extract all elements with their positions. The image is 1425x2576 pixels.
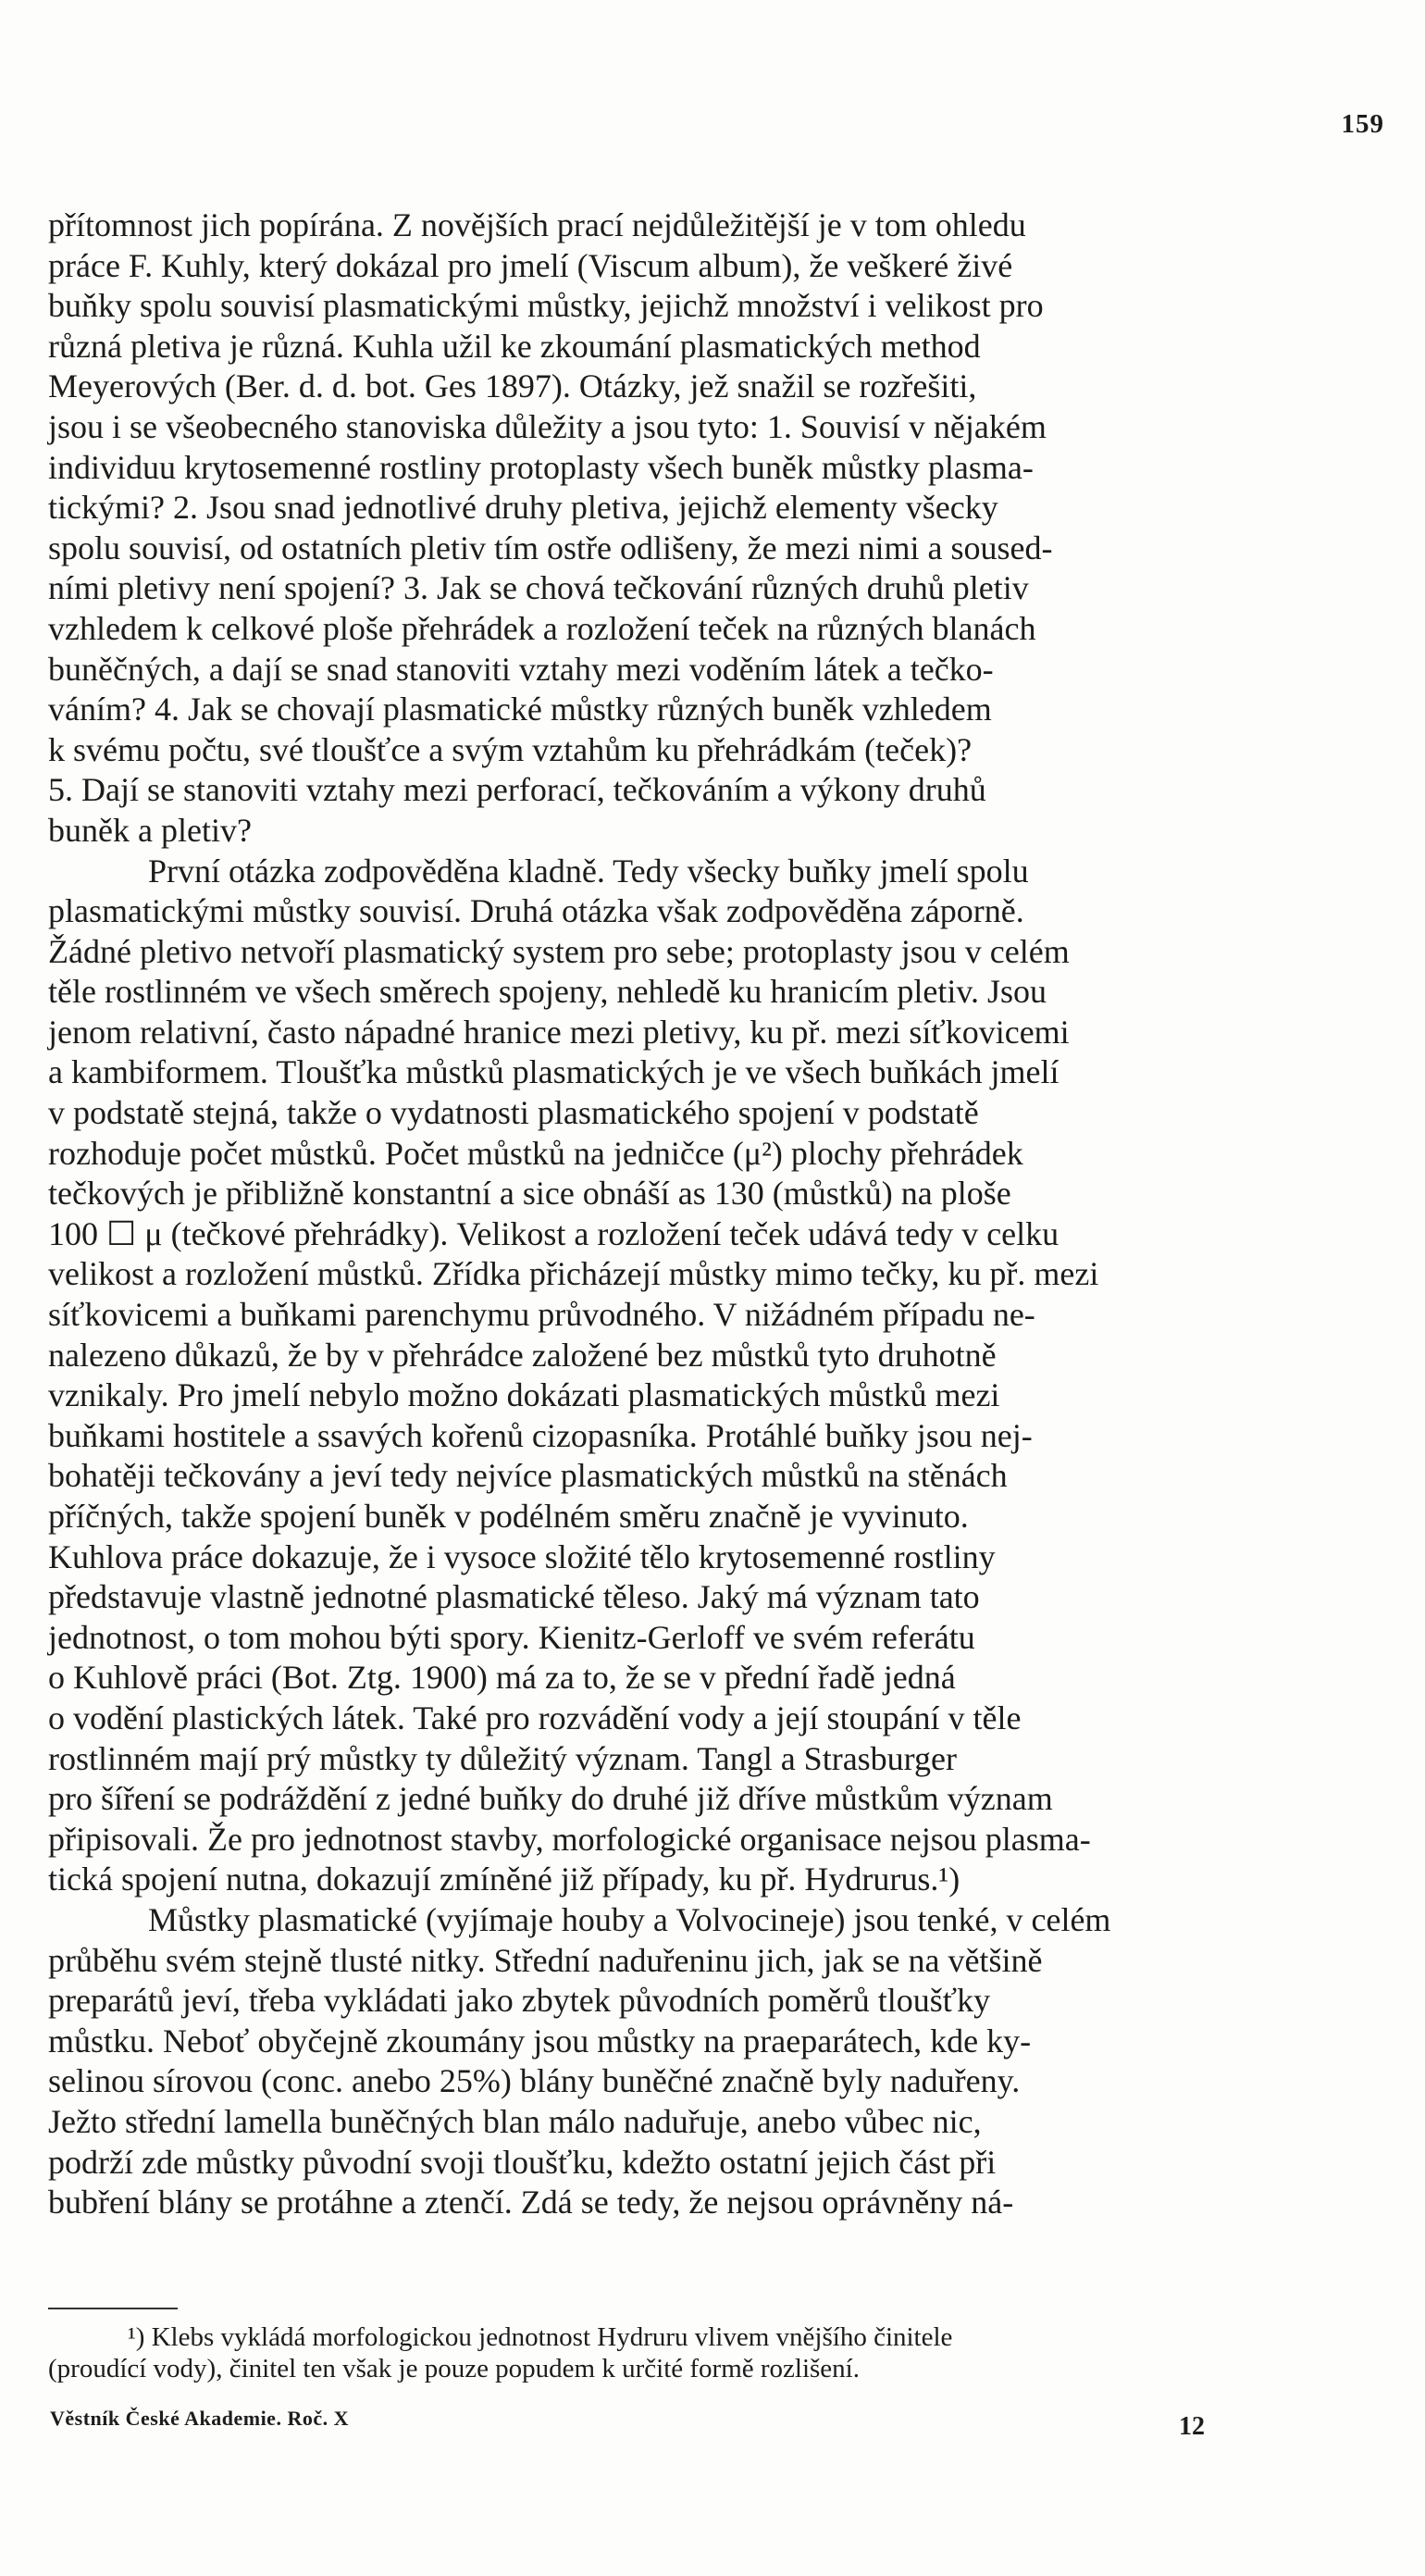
text-line: vznikaly. Pro jmelí nebylo možno dokázati plasmatických můstků mezi bbox=[48, 1376, 1000, 1414]
text-line: buněk a pletiv? bbox=[48, 811, 252, 849]
footnote bbox=[48, 2321, 1381, 2384]
page-number: 159 bbox=[1341, 109, 1384, 139]
text-line: představuje vlastně jednotné plasmatické těleso. Jaký má význam tato bbox=[48, 1578, 980, 1616]
text-line: preparátů jeví, třeba vykládati jako zbytek původních poměrů tloušťky bbox=[48, 1982, 991, 2020]
text-line: v podstatě stejná, takže o vydatnosti plasmatického spojení v podstatě bbox=[48, 1094, 979, 1132]
text-line: jednotnost, o tom mohou býti spory. Kienitz-Gerloff ve svém referátu bbox=[48, 1618, 975, 1656]
text-line: spolu souvisí, od ostatních pletiv tím ostře odlišeny, že mezi nimi a soused- bbox=[48, 529, 1053, 566]
text-line: o vodění plastických látek. Také pro rozvádění vody a její stoupání v těle bbox=[48, 1699, 1022, 1736]
text-line: bohatěji tečkovány a jeví tedy nejvíce plasmatických můstků na stěnách bbox=[48, 1457, 1008, 1495]
text-line: průběhu svém stejně tlusté nitky. Střední naduřeninu jich, jak se na většině bbox=[48, 1941, 1043, 1979]
text-line: rozhoduje počet můstků. Počet můstků na jedničce (μ²) plochy přehrádek bbox=[48, 1134, 1023, 1172]
text-line: 5. Dají se stanoviti vztahy mezi perforací, tečkováním a výkony druhů bbox=[48, 771, 986, 809]
text-line: buňky spolu souvisí plasmatickými můstky, jejichž množství i velikost pro bbox=[48, 287, 1044, 325]
text-line: jenom relativní, často nápadné hranice mezi pletivy, ku př. mezi síťkovicemi bbox=[48, 1013, 1070, 1051]
signature-number: 12 bbox=[1179, 2412, 1205, 2441]
text-line: a kambiformem. Tloušťka můstků plasmatických je ve všech buňkách jmelí bbox=[48, 1053, 1059, 1091]
text-line: Žádné pletivo netvoří plasmatický system pro sebe; protoplasty jsou v celém bbox=[48, 932, 1070, 970]
text-line: rostlinném mají prý můstky ty důležitý význam. Tangl a Strasburger bbox=[48, 1739, 957, 1777]
text-line: Kuhlova práce dokazuje, že i vysoce složité tělo krytosemenné rostliny bbox=[48, 1537, 996, 1575]
text-line: tečkových je přibližně konstantní a sice obnáší as 130 (můstků) na ploše bbox=[48, 1175, 1011, 1213]
text-line: nalezeno důkazů, že by v přehrádce založené bez můstků tyto druhotně bbox=[48, 1336, 997, 1374]
paragraph-start-line: Můstky plasmatické (vyjímaje houby a Volvocineje) jsou tenké, v celém bbox=[148, 1900, 1111, 1938]
text-line: těle rostlinném ve všech směrech spojeny, nehledě ku hranicím pletiv. Jsou bbox=[48, 973, 1047, 1011]
text-line: pro šíření se podráždění z jedné buňky do druhé již dříve můstkům význam bbox=[48, 1780, 1053, 1818]
text-line: různá pletiva je různá. Kuhla užil ke zkoumání plasmatických method bbox=[48, 327, 981, 365]
text-line: velikost a rozložení můstků. Zřídka přicházejí můstky mimo tečky, ku př. mezi bbox=[48, 1255, 1099, 1293]
text-line: jsou i se všeobecného stanoviska důležity a jsou tyto: 1. Souvisí v nějakém bbox=[48, 407, 1047, 445]
text-line: individuu krytosemenné rostliny protoplasty všech buněk můstky plasma- bbox=[48, 448, 1034, 486]
text-line: buněčných, a dají se snad stanoviti vztahy mezi voděním látek a tečko- bbox=[48, 650, 994, 688]
text-line: k svému počtu, své tloušťce a svým vztahům ku přehrádkám (teček)? bbox=[48, 730, 973, 768]
text-line: podrží zde můstky původní svoji tloušťku, kdežto ostatní jejich část při bbox=[48, 2143, 997, 2181]
text-line: vzhledem k celkové ploše přehrádek a rozložení teček na různých blanách bbox=[48, 609, 1036, 647]
body-text bbox=[48, 205, 1381, 2223]
text-line: práce F. Kuhly, který dokázal pro jmelí (Viscum album), že veškeré živé bbox=[48, 246, 1013, 284]
text-line: ními pletivy není spojení? 3. Jak se chová tečkování různých druhů pletiv bbox=[48, 569, 1029, 607]
text-line: bubření blány se protáhne a ztenčí. Zdá se tedy, že nejsou oprávněny ná- bbox=[48, 2184, 1014, 2221]
footnote-line: (proudící vody), činitel ten však je pouze popudem k určité formě rozlišení. bbox=[48, 2354, 860, 2383]
text-line: Ježto střední lamella buněčných blan málo naduřuje, anebo vůbec nic, bbox=[48, 2102, 982, 2140]
text-line: můstku. Neboť obyčejně zkoumány jsou můstky na praeparátech, kde ky- bbox=[48, 2022, 1032, 2060]
text-line: příčných, takže spojení buněk v podélném směru značně je vyvinuto. bbox=[48, 1498, 969, 1535]
text-line: 100 ☐ μ (tečkové přehrádky). Velikost a rozložení teček udává tedy v celku bbox=[48, 1214, 1059, 1252]
text-line: o Kuhlově práci (Bot. Ztg. 1900) má za to, že se v přední řadě jedná bbox=[48, 1659, 956, 1697]
footnote-line: ¹) Klebs vykládá morfologickou jednotnost Hydruru vlivem vnějšího činitele bbox=[128, 2322, 953, 2352]
paragraph-start-line: První otázka zodpověděna kladně. Tedy všecky buňky jmelí spolu bbox=[148, 852, 1029, 890]
text-line: přítomnost jich popírána. Z novějších prací nejdůležitější je v tom ohledu bbox=[48, 206, 1026, 243]
text-line: plasmatickými můstky souvisí. Druhá otázka však zodpověděna záporně. bbox=[48, 892, 1024, 930]
text-line: síťkovicemi a buňkami parenchymu průvodného. V nižádném případu ne- bbox=[48, 1296, 1035, 1334]
footnote-divider bbox=[48, 2308, 178, 2309]
text-line: Meyerových (Ber. d. d. bot. Ges 1897). Otázky, jež snažil se rozřešiti, bbox=[48, 367, 977, 405]
journal-footer: Věstník České Akademie. Roč. X bbox=[50, 2407, 349, 2430]
text-line: selinou sírovou (conc. anebo 25%) blány buněčné značně byly naduřeny. bbox=[48, 2062, 1021, 2100]
text-line: tickými? 2. Jsou snad jednotlivé druhy pletiva, jejichž elementy všecky bbox=[48, 489, 998, 527]
text-line: připisovali. Že pro jednotnost stavby, morfologické organisace nejsou plasma- bbox=[48, 1820, 1091, 1858]
text-line: buňkami hostitele a ssavých kořenů cizopasníka. Protáhlé buňky jsou nej- bbox=[48, 1416, 1033, 1454]
text-line: váním? 4. Jak se chovají plasmatické můstky různých buněk vzhledem bbox=[48, 691, 992, 728]
text-line: tická spojení nutna, dokazují zmíněné již případy, ku př. Hydrurus.¹) bbox=[48, 1860, 960, 1898]
